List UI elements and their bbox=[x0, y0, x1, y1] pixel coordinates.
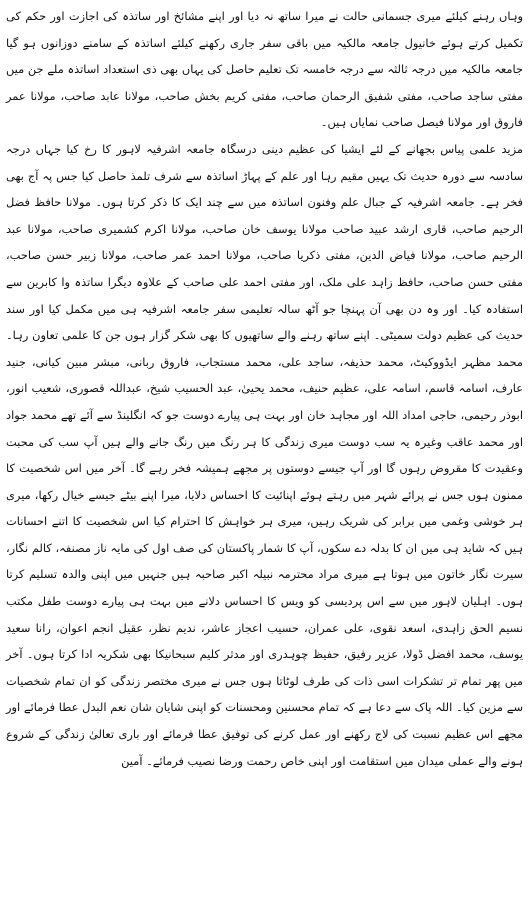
paragraph-teachers-and-acknowledgements: مزید علمی پیاس بجھانے کے لئے ایشیا کی عظیم دینی درسگاہ جامعہ اشرفیہ لاہور کا رخ کیا جہاں درجہ سادسہ سے دورہ حدیث تک یہیں مقیم رہا اور علم کے پہاڑ اساتذہ سے شرف تلمذ حاصل کیا جس پہ آج بھی فخر ہے۔ جامعہ اشرفیہ کے جبال علم وفنون اساتذہ میں سے چند ایک کا ذکر کرتا ہوں۔ مولانا حافظ فضل الرحیم صاحب، قاری ارشد عبید صاحب مولانا یوسف خان صاحب، مولانا اکرم کشمیری صاحب، مولانا عبد الرحیم صاحب، مولانا فیاض الدین، مفتی ذکریا صاحب، مولانا احمد عمر صاحب، مولانا زبیر حسن صاحب، مفتی حسن صاحب، حافظ زاہد علی ملک، اور مفتی احمد علی صاحب کے علاوہ دیگرا ساتذہ وا کابرین سے استفادہ کیا۔ اور وہ دن بھی آن پہنچا جو آٹھ سالہ تعلیمی سفر جامعہ اشرفیہ ہی میں مکمل کیا اور سند حدیث کی عظیم دولت سمیٹی۔ اپنے ساتھ رہنے والے ساتھیوں کا بھی شکر گزار ہوں جن کا علمی تعاون رہا۔ محمد مظہر ایڈووکیٹ، محمد حذیفہ، ساجد علی، محمد مستجاب، فاروق ربانی، مبشر مبین کیانی، جنید عارف، اسامہ قاسم، اسامہ علی، عظیم حنیف، محمد یحییٰ، عبد الحسیب شیخ، عبداللہ قصوری، شعیب انور، ابوذر رحیمی، حاجی امداد اللہ اور مجاہد خان اور بہت ہی پیارے دوست جو کہ انگلینڈ سے آئے تھے محمد جواد اور محمد عاقب وغیرہ یہ سب دوست میری زندگی کا ہر رنگ میں رنگ جانے والے ہیں آپ سب کی محبت وعقیدت کا مقروض رہوں گا اور آپ جیسے دوستوں پر مجھے ہمیشہ فخر رہے گا۔ آخر میں اس شخصیت کا ممنون ہوں جس نے پرائے شہر میں رہتے ہوئے اپنائیت کا احساس دلایا، میرا اپنے بیٹے جیسے خیال رکھا، میری ہر خوشی وغمی میں برابر کی شریک رہیں، میری ہر خواہش کا احترام کیا اس شخصیت کا اتنے احسانات ہیں کہ شاید ہی میں ان کا بدلہ دے سکوں، آپ کا شمار پاکستان کی صف اول کی مایہ ناز مصنفہ، کالم نگار، سیرت نگار خاتون میں ہوتا ہے میری مراد محترمہ نبیلہ اکبر صاحبہ ہیں جنہیں میں اپنی والدہ تسلیم کرتا ہوں۔ اہلیان لاہور میں سے اس پردیسی کو ویس کا احساس دلانے میں بہت ہی پیارے دوست طفل مکتب نسیم الحق زاہدی، اسعد نقوی، علی عمران، حسیب اعجاز عاشر، ندیم نظر، عقیل انجم اعوان، رانا سعید یوسف، محمد افضل ڈولا، عزیر رفیق، حفیظ چوہدری اور مدثر کلیم سبحانیکا بھی شکریہ ادا کرتا ہوں۔ آخر میں پھر تمام تر تشکرات اسی ذات کی طرف لوٹاتا ہوں جس نے میری مختصر زندگی کو ان تمام شخصیات سے مزین کیا۔ اللہ پاک سے دعا ہے کہ تمام محسنین ومحسنات کو اپنی شایان شان نعم البدل عطا فرمائے اور مجھے اس عظیم نسبت کی لاج رکھنے اور عمل کرنے کی توفیق عطا فرمائے اور باری تعالیٰ زندگی کے شروع ہونے والے عملی میدان میں استقامت اور اپنی خاص رحمت ورضا نصیب فرمائے۔ آمین bbox=[6, 141, 523, 768]
paragraph-education-history: وہاں رہنے کیلئے میری جسمانی حالت نے میرا ساتھ نہ دیا اور اپنے مشائخ اور ساتذہ کی اجازت اور حکم کی تکمیل کرتے ہوئے خانیول جامعہ مالکیہ میں باقی سفر جاری رکھنے کیلئے اساتذہ کے سامنے دوزانوں ہو گیا جامعہ مالکیہ میں درجہ ثالثہ سے درجہ خامسہ تک تعلیم حاصل کی یہاں بھی ذی استعداد اساتذہ ملے جن میں مفتی ساجد صاحب، مفتی شفیق الرحمان صاحب، مفتی کریم بخش صاحب، مولانا عابد صاحب، مولانا عمر فاروق اور مولانا فیصل صاحب نمایاں ہیں۔ bbox=[6, 9, 523, 130]
